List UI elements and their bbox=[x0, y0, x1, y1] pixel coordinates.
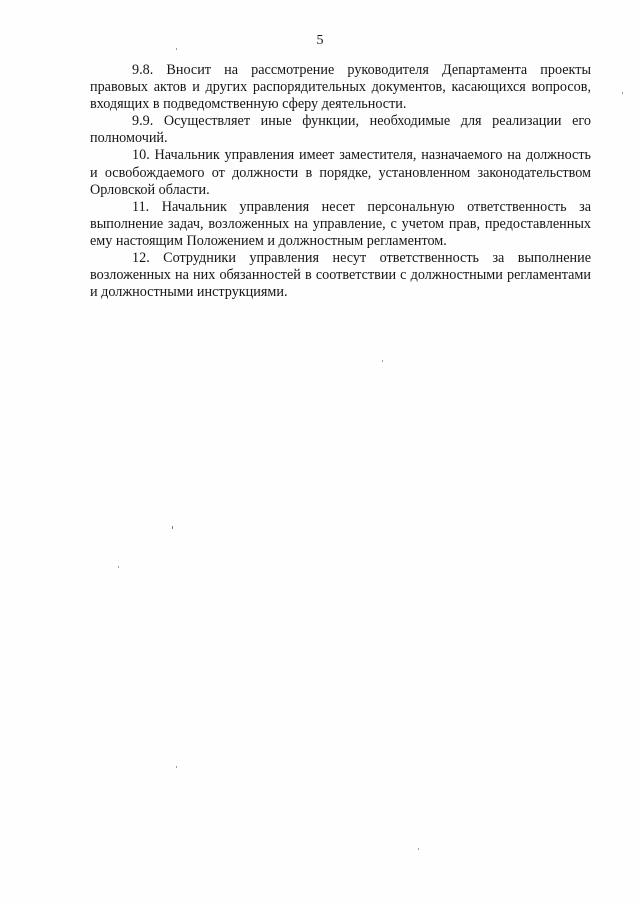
scan-speck bbox=[176, 766, 177, 768]
document-body bbox=[90, 62, 591, 301]
scan-speck bbox=[172, 526, 173, 529]
paragraph-11: 11. Начальник управления несет персональную ответственность за выполнение задач, возложенных на управление, с учетом прав, предоставленных ему настоящим Положением и должностным регламентом. bbox=[90, 198, 591, 249]
scan-speck bbox=[118, 566, 119, 568]
scan-speck bbox=[418, 848, 419, 850]
scan-speck bbox=[622, 92, 623, 94]
paragraph-10: 10. Начальник управления имеет заместителя, назначаемого на должность и освобождаемого от должности в порядке, установленном законодательством Орловской области. bbox=[90, 147, 591, 198]
paragraph-12: 12. Сотрудники управления несут ответственность за выполнение возложенных на них обязанностей в соответствии с должностными регламентами и должностными инструкциями. bbox=[90, 250, 591, 301]
page-number: 5 bbox=[316, 33, 324, 48]
paragraph-9-9: 9.9. Осуществляет иные функции, необходимые для реализации его полномочий. bbox=[90, 113, 591, 147]
scan-speck bbox=[382, 360, 383, 362]
paragraph-9-8: 9.8. Вносит на рассмотрение руководителя Департамента проекты правовых актов и других распорядительных документов, касающихся вопросов, входящих в подведомственную сферу деятельности. bbox=[90, 62, 591, 113]
scan-speck bbox=[176, 48, 177, 50]
